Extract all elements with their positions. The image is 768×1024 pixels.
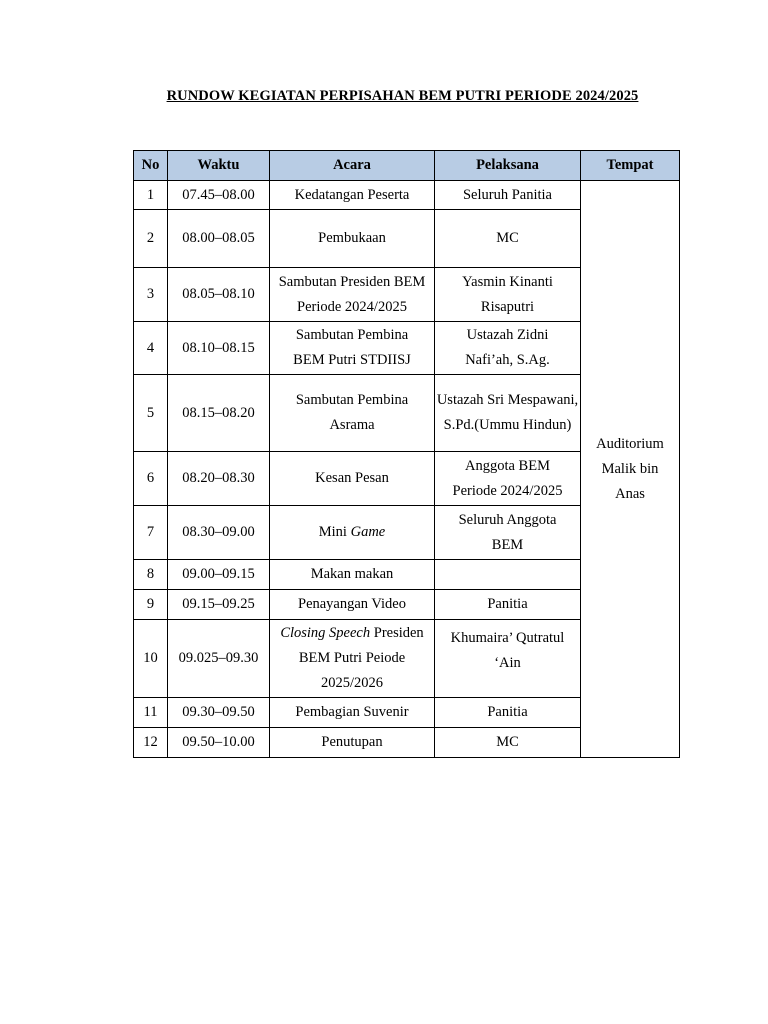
cell-waktu: 08.15–08.20 xyxy=(168,375,270,452)
cell-waktu: 09.15–09.25 xyxy=(168,590,270,620)
cell-tempat: Auditorium Malik bin Anas xyxy=(581,181,680,758)
cell-pelaksana: Panitia xyxy=(435,590,581,620)
cell-pelaksana: MC xyxy=(435,210,581,268)
cell-pelaksana: MC xyxy=(435,728,581,758)
cell-pelaksana: Seluruh Panitia xyxy=(435,181,581,210)
cell-acara: Pembagian Suvenir xyxy=(270,698,435,728)
cell-waktu: 09.30–09.50 xyxy=(168,698,270,728)
cell-waktu: 07.45–08.00 xyxy=(168,181,270,210)
cell-no: 5 xyxy=(134,375,168,452)
cell-pelaksana xyxy=(435,560,581,590)
header-acara: Acara xyxy=(270,151,435,181)
cell-no: 9 xyxy=(134,590,168,620)
cell-no: 7 xyxy=(134,506,168,560)
cell-no: 3 xyxy=(134,268,168,322)
cell-acara: Sambutan Pembina BEM Putri STDIISJ xyxy=(270,322,435,375)
page-title: RUNDOW KEGIATAN PERPISAHAN BEM PUTRI PERIODE 2024/2025 xyxy=(166,88,639,104)
cell-acara xyxy=(270,506,435,560)
header-tempat: Tempat xyxy=(581,151,680,181)
cell-acara: Pembukaan xyxy=(270,210,435,268)
cell-pelaksana: Khumaira’ Qutratul ‘Ain xyxy=(435,620,581,698)
cell-waktu: 08.10–08.15 xyxy=(168,322,270,375)
cell-pelaksana: Anggota BEM Periode 2024/2025 xyxy=(435,452,581,506)
cell-no: 12 xyxy=(134,728,168,758)
header-no: No xyxy=(134,151,168,181)
acara-text: Presiden BEM Putri Peiode 2025/2026 xyxy=(298,625,424,691)
cell-waktu: 09.00–09.15 xyxy=(168,560,270,590)
acara-italic-text: Game xyxy=(350,524,386,540)
cell-acara: Kedatangan Peserta xyxy=(270,181,435,210)
cell-waktu: 09.025–09.30 xyxy=(168,620,270,698)
table-row xyxy=(134,181,680,210)
cell-waktu: 08.00–08.05 xyxy=(168,210,270,268)
table-header-row xyxy=(134,151,680,181)
cell-no: 10 xyxy=(134,620,168,698)
header-waktu: Waktu xyxy=(168,151,270,181)
cell-no: 2 xyxy=(134,210,168,268)
cell-no: 8 xyxy=(134,560,168,590)
acara-italic-text: Closing Speech xyxy=(280,625,371,641)
cell-acara: Sambutan Presiden BEM Periode 2024/2025 xyxy=(270,268,435,322)
cell-no: 11 xyxy=(134,698,168,728)
cell-waktu: 09.50–10.00 xyxy=(168,728,270,758)
cell-acara: Penayangan Video xyxy=(270,590,435,620)
cell-acara: Sambutan Pembina Asrama xyxy=(270,375,435,452)
cell-acara: Penutupan xyxy=(270,728,435,758)
acara-text: Mini xyxy=(318,524,351,540)
header-pelaksana: Pelaksana xyxy=(435,151,581,181)
cell-waktu: 08.20–08.30 xyxy=(168,452,270,506)
cell-pelaksana: Panitia xyxy=(435,698,581,728)
cell-no: 6 xyxy=(134,452,168,506)
cell-pelaksana: Ustazah Zidni Nafi’ah, S.Ag. xyxy=(435,322,581,375)
cell-acara: Kesan Pesan xyxy=(270,452,435,506)
cell-acara xyxy=(270,620,435,698)
cell-no: 4 xyxy=(134,322,168,375)
cell-pelaksana: Seluruh Anggota BEM xyxy=(435,506,581,560)
cell-waktu: 08.05–08.10 xyxy=(168,268,270,322)
cell-acara: Makan makan xyxy=(270,560,435,590)
cell-no: 1 xyxy=(134,181,168,210)
cell-waktu: 08.30–09.00 xyxy=(168,506,270,560)
cell-pelaksana: Yasmin Kinanti Risaputri xyxy=(435,268,581,322)
rundown-table xyxy=(133,150,680,758)
cell-pelaksana: Ustazah Sri Mespawani, S.Pd.(Ummu Hindun) xyxy=(435,375,581,452)
